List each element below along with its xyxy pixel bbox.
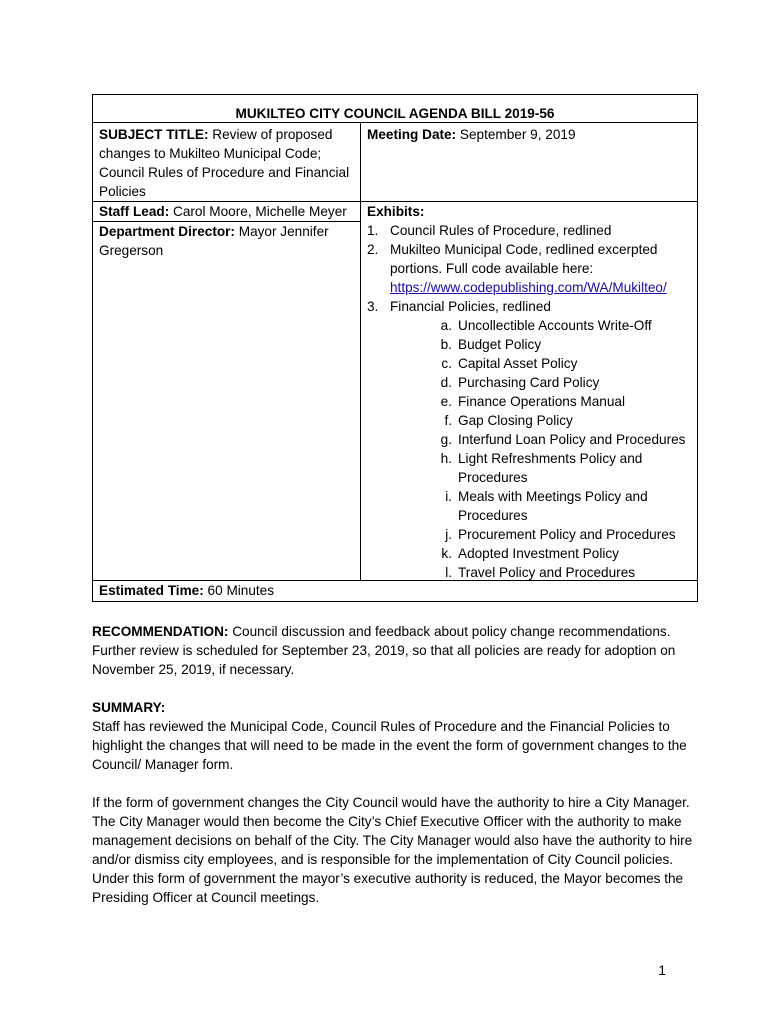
sub-exhibit-text: Interfund Loan Policy and Procedures [458, 432, 686, 447]
sub-exhibit-text: Gap Closing Policy [458, 413, 573, 428]
sub-exhibit-item [390, 411, 691, 430]
bill-title: MUKILTEO CITY COUNCIL AGENDA BILL 2019-56 [93, 95, 697, 123]
meeting-date-label: Meeting Date: [367, 127, 457, 142]
staff-lead-label: Staff Lead: [99, 204, 170, 219]
sub-exhibit-text: Budget Policy [458, 337, 542, 352]
sub-exhibit-item [390, 373, 691, 392]
sub-exhibit-letter: d. [440, 375, 452, 390]
sub-exhibit-text: Finance Operations Manual [458, 394, 625, 409]
estimated-time-label: Estimated Time: [99, 583, 204, 598]
sub-exhibit-letter: i. [445, 489, 452, 504]
director-label: Department Director: [99, 224, 235, 239]
recommendation-text: Council discussion and feedback about policy change recommendations. Further review is scheduled for September 23, 2019, so that all policies are ready for adoption on November 25, 2019, if necessary. [92, 624, 676, 677]
exhibit-item [367, 240, 691, 297]
sub-exhibit-text: Uncollectible Accounts Write-Off [458, 318, 652, 333]
sub-exhibit-item [390, 449, 691, 487]
sub-exhibit-letter: g. [440, 432, 452, 447]
staff-cell [93, 202, 361, 580]
subject-row [93, 123, 697, 202]
code-publishing-link[interactable]: https://www.codepublishing.com/WA/Mukilteo/ [390, 280, 667, 295]
staff-lead-text: Carol Moore, Michelle Meyer [169, 204, 347, 219]
sub-exhibit-text: Purchasing Card Policy [458, 375, 600, 390]
page-number: 1 [658, 962, 666, 978]
sub-exhibit-item [390, 487, 691, 525]
meeting-date-text: September 9, 2019 [456, 127, 576, 142]
sub-exhibit-letter: e. [440, 394, 452, 409]
summary-paragraph-1: Staff has reviewed the Municipal Code, Council Rules of Procedure and the Financial Policies to highlight the changes that will need to be made in the event the form of government changes to the Council/ Manager form. [92, 719, 687, 772]
agenda-bill-table [92, 94, 698, 602]
subject-cell [93, 123, 361, 201]
sub-exhibit-text: Meals with Meetings Policy and Procedures [458, 489, 648, 523]
sub-exhibit-text: Procurement Policy and Procedures [458, 527, 676, 542]
sub-exhibit-text: Light Refreshments Policy and Procedures [458, 451, 643, 485]
sub-exhibit-letter: j. [445, 527, 452, 542]
subject-text: Review of proposed changes to Mukilteo Municipal Code; Council Rules of Procedure and Financial Policies [99, 127, 350, 199]
exhibit-number: 2. [367, 242, 379, 257]
estimated-time-row [93, 581, 697, 601]
sub-exhibit-letter: k. [441, 546, 452, 561]
exhibits-cell [361, 202, 697, 580]
exhibits-list [367, 221, 691, 582]
sub-exhibit-text: Capital Asset Policy [458, 356, 578, 371]
details-row [93, 202, 697, 581]
recommendation-paragraph [92, 622, 696, 679]
exhibit-item [367, 297, 691, 582]
summary-paragraph-2: If the form of government changes the City Council would have the authority to hire a City Manager. The City Manager would then become the City’s Chief Executive Officer with the authority to make management decisions on behalf of the City. The City Manager would also have the authority to hire and/or dismiss city employees, and is responsible for the implementation of City Council policies. Under this form of government the mayor’s executive authority is reduced, the Mayor becomes the Presiding Officer at Council meetings. [92, 795, 693, 905]
estimated-time-cell [93, 581, 280, 601]
exhibit-item [367, 221, 691, 240]
sub-exhibit-letter: h. [440, 451, 452, 466]
sub-exhibit-item [390, 544, 691, 563]
sub-exhibit-item [390, 392, 691, 411]
sub-exhibit-text: Travel Policy and Procedures [458, 565, 636, 580]
exhibit-text: Council Rules of Procedure, redlined [390, 223, 612, 238]
recommendation-section [92, 622, 696, 679]
exhibit-number: 1. [367, 223, 379, 238]
summary-section [92, 698, 696, 907]
staff-lead [93, 202, 360, 222]
subject-label: SUBJECT TITLE: [99, 127, 209, 142]
sub-exhibit-letter: b. [440, 337, 452, 352]
sub-exhibit-item [390, 335, 691, 354]
sub-exhibit-letter: f. [444, 413, 452, 428]
exhibit-text: Mukilteo Municipal Code, redlined excerpted portions. Full code available here: [390, 242, 658, 276]
summary-label: SUMMARY: [92, 700, 166, 715]
sub-exhibit-item [390, 525, 691, 544]
exhibits-label: Exhibits: [367, 204, 425, 219]
department-director [99, 222, 354, 260]
sub-exhibit-text: Adopted Investment Policy [458, 546, 619, 561]
sub-exhibit-item [390, 354, 691, 373]
financial-policies-list [390, 316, 691, 582]
sub-exhibit-item [390, 430, 691, 449]
sub-exhibit-letter: a. [440, 318, 452, 333]
director-text: Mayor Jennifer Gregerson [99, 224, 329, 258]
recommendation-label: RECOMMENDATION: [92, 624, 229, 639]
sub-exhibit-item [390, 316, 691, 335]
exhibit-text: Financial Policies, redlined [390, 299, 551, 314]
exhibit-number: 3. [367, 299, 379, 314]
sub-exhibit-letter: l. [445, 565, 452, 580]
meeting-date-cell [361, 123, 697, 201]
estimated-time-text: 60 Minutes [203, 583, 275, 598]
sub-exhibit-item [390, 563, 691, 582]
sub-exhibit-letter: c. [441, 356, 452, 371]
